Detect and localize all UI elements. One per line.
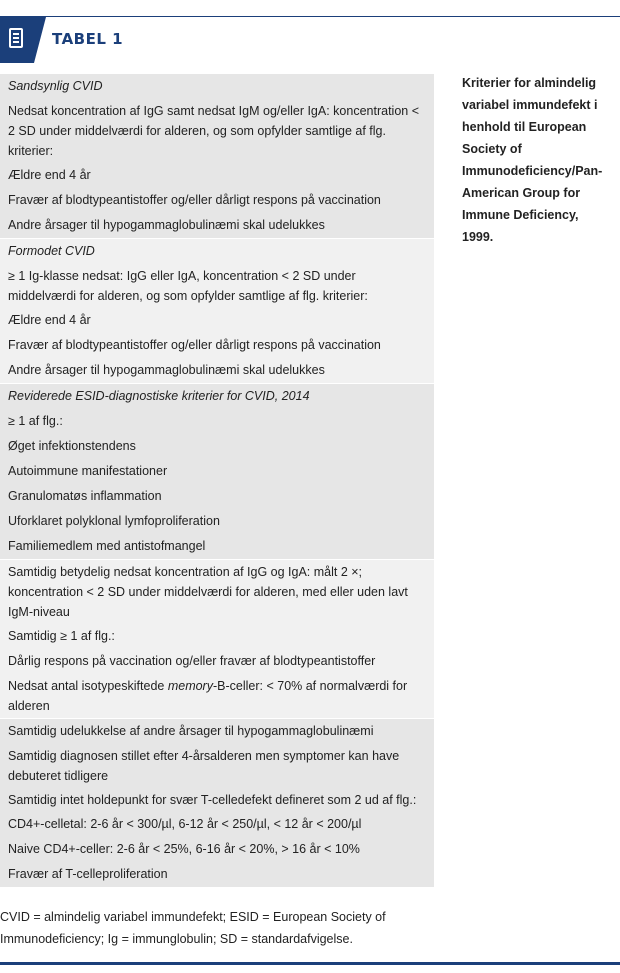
- table-row: Samtidig ≥ 1 af flg.:: [8, 629, 115, 643]
- table-row: CD4+-celletal: 2-6 år < 300/µl, 6-12 år < 250/µl, < 12 år < 200/µl: [8, 817, 362, 831]
- memory-row-text-after: -B-celler: < 70% af normalværdi for alderen: [8, 679, 408, 713]
- group-sandsynlig-cvid: [0, 74, 434, 239]
- criteria-table: [0, 74, 434, 888]
- memory-italic-term: memory: [167, 679, 213, 693]
- group-esid-concentration: [0, 560, 434, 719]
- group-heading: Formodet CVID: [8, 244, 95, 258]
- table-row: Dårlig respons på vaccination og/eller fravær af blodtypeantistoffer: [8, 654, 376, 668]
- table-row: Nedsat koncentration af IgG samt nedsat IgM og/eller IgA: koncentration < 2 SD under middelværdi for alderen, og som opfylder samtlige af flg. kriterier:: [8, 104, 419, 158]
- table-row: Samtidig betydelig nedsat koncentration af IgG og IgA: målt 2 ×; koncentration < 2 SD under middelværdi for alderen, med eller uden lavt IgM-niveau: [8, 565, 408, 619]
- table-row: Ældre end 4 år: [8, 313, 91, 327]
- header-badge: [0, 17, 34, 63]
- table-row-memory-b-cells: [0, 674, 434, 718]
- group-esid-2014: [0, 384, 434, 560]
- document-icon: [9, 28, 23, 48]
- table-row: Ældre end 4 år: [8, 168, 91, 182]
- group-formodet-cvid: [0, 239, 434, 384]
- table-row: Familiemedlem med antistofmangel: [8, 539, 206, 553]
- group-heading: Sandsynlig CVID: [8, 79, 103, 93]
- group-heading: Reviderede ESID-diagnostiske kriterier for CVID, 2014: [8, 389, 310, 403]
- table-row: Øget infektionstendens: [8, 439, 136, 453]
- group-esid-exclusions: [0, 719, 434, 888]
- table-row: Uforklaret polyklonal lymfoproliferation: [8, 514, 220, 528]
- table-row: Samtidig intet holdepunkt for svær T-celledefekt defineret som 2 ud af flg.:: [8, 793, 417, 807]
- table-row: Samtidig diagnosen stillet efter 4-årsalderen men symptomer kan have debuteret tidligere: [8, 749, 400, 783]
- table-header: [0, 17, 620, 63]
- table-row: Autoimmune manifestationer: [8, 464, 168, 478]
- memory-row-text-before: Nedsat antal isotypeskiftede: [8, 679, 168, 693]
- table-footnote: CVID = almindelig variabel immundefekt; ESID = European Society of Immunodeficiency; Ig = immunglobulin; SD = standardafvigelse.: [0, 910, 386, 946]
- bottom-rule: [0, 962, 620, 965]
- table-row: ≥ 1 af flg.:: [8, 414, 63, 428]
- table-row: Fravær af blodtypeantistoffer og/eller dårligt respons på vaccination: [8, 193, 381, 207]
- table-row: ≥ 1 Ig-klasse nedsat: IgG eller IgA, koncentration < 2 SD under middelværdi for alderen, og som opfylder samtlige af flg. kriterier:: [8, 269, 368, 303]
- table-row: Granulomatøs inflammation: [8, 489, 162, 503]
- table-row: Andre årsager til hypogammaglobulinæmi skal udelukkes: [8, 218, 325, 232]
- table-caption: Kriterier for almindelig variabel immundefekt i henhold til European Society of Immunodeficiency/Pan-American Group for Immune Deficiency, 1999.: [462, 76, 603, 244]
- table-row: Naive CD4+-celler: 2-6 år < 25%, 6-16 år < 20%, > 16 år < 10%: [8, 842, 360, 856]
- table-title: TABEL 1: [52, 30, 124, 48]
- header-badge-slant: [34, 17, 46, 63]
- table-row: Andre årsager til hypogammaglobulinæmi skal udelukkes: [8, 363, 325, 377]
- table-row: Samtidig udelukkelse af andre årsager til hypogammaglobulinæmi: [8, 724, 374, 738]
- table-row: Fravær af T-celleproliferation: [8, 867, 168, 881]
- table-row: Fravær af blodtypeantistoffer og/eller dårligt respons på vaccination: [8, 338, 381, 352]
